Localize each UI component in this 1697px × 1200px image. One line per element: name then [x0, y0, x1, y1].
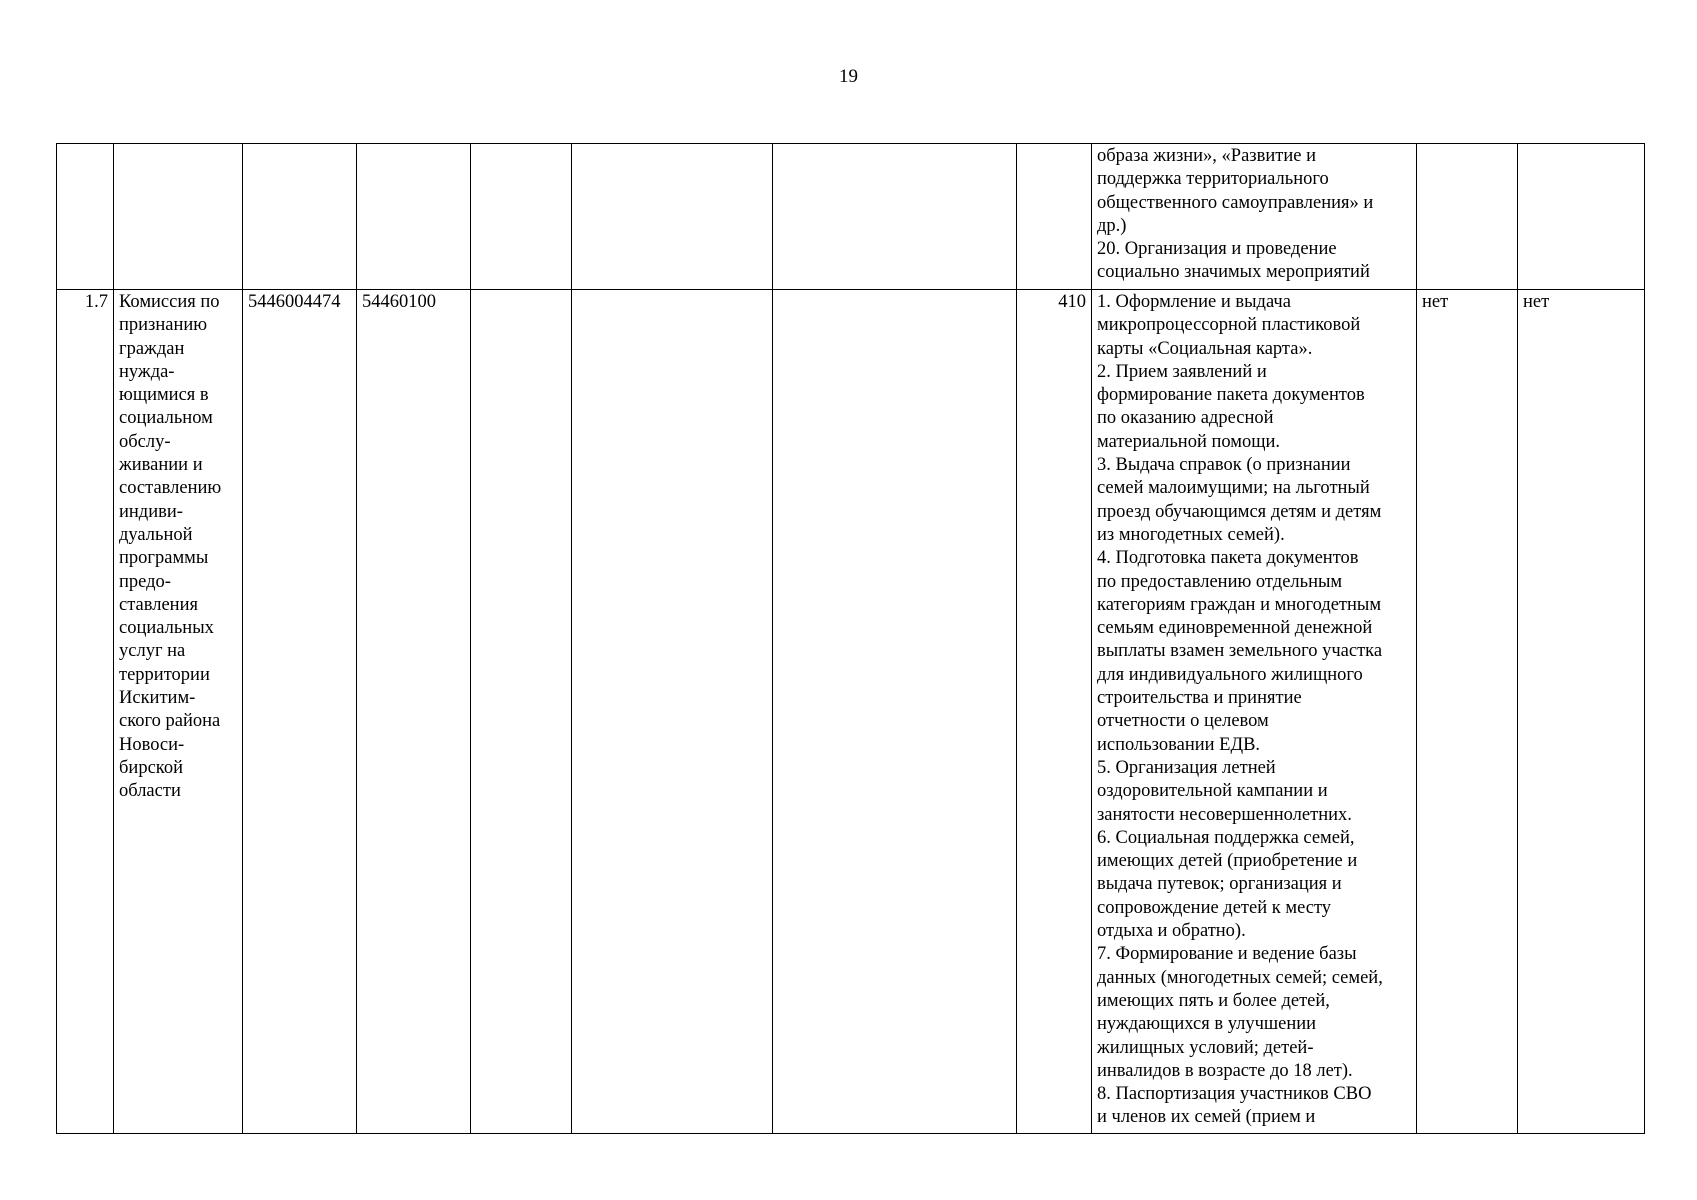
name-line: Комиссия по	[119, 292, 220, 312]
services-line: отчетности о целевом	[1097, 711, 1269, 732]
services-line: др.)	[1097, 215, 1127, 236]
name-line: нужда-	[119, 361, 175, 382]
cell-empty	[773, 144, 1017, 290]
services-line: по предоставлению отдельным	[1097, 571, 1343, 592]
services-line: образа жизни», «Развитие и	[1097, 146, 1316, 166]
services-line: строительства и принятие	[1097, 688, 1302, 709]
cell-empty	[471, 290, 572, 1134]
cell-empty	[773, 290, 1017, 1134]
name-line: бирской	[119, 757, 183, 778]
services-line: формирование пакета документов	[1097, 385, 1365, 406]
services-line: категориям граждан и многодетным	[1097, 594, 1382, 615]
services-line: данных (многодетных семей; семей,	[1097, 967, 1383, 988]
name-line: программы	[119, 548, 209, 569]
cell-organization-name	[114, 290, 243, 1134]
services-line: и членов их семей (прием и	[1097, 1107, 1316, 1128]
name-line: обслу-	[119, 431, 171, 452]
cell-empty	[572, 144, 773, 290]
table-row-1-7	[57, 290, 1645, 1134]
name-line: социальных	[119, 618, 214, 639]
cell-col12: нет	[1518, 290, 1645, 1134]
services-line: общественного самоуправления» и	[1097, 192, 1374, 213]
name-line: территории	[119, 664, 210, 685]
cell-empty	[1518, 144, 1645, 290]
services-line: семьям единовременной денежной	[1097, 618, 1373, 639]
name-line: социальном	[119, 408, 213, 429]
services-line: 8. Паспортизация участников СВО	[1097, 1084, 1372, 1105]
services-line: имеющих детей (приобретение и	[1097, 851, 1358, 872]
cell-services	[1092, 290, 1417, 1134]
cell-inn: 5446004474	[243, 290, 357, 1134]
cell-code: 54460100	[357, 290, 471, 1134]
name-line: ющимися в	[119, 385, 209, 406]
services-line: использовании ЕДВ.	[1097, 734, 1261, 755]
services-line: 3. Выдача справок (о признании	[1097, 455, 1351, 476]
name-line: живании и	[119, 455, 203, 476]
services-line: нуждающихся в улучшении	[1097, 1014, 1317, 1035]
cell-empty	[243, 144, 357, 290]
services-line: 7. Формирование и ведение базы	[1097, 944, 1357, 965]
name-line: составлению	[119, 478, 222, 499]
name-line: признанию	[119, 315, 208, 336]
services-line: 1. Оформление и выдача	[1097, 292, 1291, 312]
services-line: социально значимых мероприятий	[1097, 262, 1370, 283]
page-number: 19	[839, 66, 858, 87]
table-row-continuation	[57, 144, 1645, 290]
name-line: Новоси-	[119, 734, 185, 755]
services-line: из многодетных семей).	[1097, 524, 1285, 545]
name-line: граждан	[119, 338, 185, 359]
services-line: выплаты взамен земельного участка	[1097, 641, 1383, 662]
cell-empty	[114, 144, 243, 290]
services-line: выдача путевок; организация и	[1097, 874, 1342, 895]
services-line: 2. Прием заявлений и	[1097, 361, 1267, 382]
cell-row-number: 1.7	[57, 290, 114, 1134]
name-line: области	[119, 781, 181, 802]
cell-empty	[572, 290, 773, 1134]
services-line: 4. Подготовка пакета документов	[1097, 548, 1359, 569]
services-line: 5. Организация летней	[1097, 757, 1276, 778]
services-line: жилищных условий; детей-	[1097, 1037, 1314, 1058]
services-line: оздоровительной кампании и	[1097, 781, 1328, 802]
services-line: для индивидуального жилищного	[1097, 664, 1363, 685]
registry-table	[56, 143, 1645, 1134]
cell-count: 410	[1017, 290, 1092, 1134]
cell-empty	[1417, 144, 1518, 290]
cell-col11: нет	[1417, 290, 1518, 1134]
cell-services-continuation	[1092, 144, 1417, 290]
name-line: услуг на	[119, 641, 186, 662]
services-line: семей малоимущими; на льготный	[1097, 478, 1370, 499]
name-line: дуальной	[119, 524, 193, 545]
services-line: поддержка территориального	[1097, 169, 1329, 190]
name-line: индиви-	[119, 501, 183, 522]
services-line: карты «Социальная карта».	[1097, 338, 1313, 359]
services-line: имеющих пять и более детей,	[1097, 990, 1330, 1011]
services-line: 20. Организация и проведение	[1097, 239, 1337, 260]
services-line: материальной помощи.	[1097, 431, 1281, 452]
services-line: отдыха и обратно).	[1097, 921, 1246, 942]
cell-empty	[1017, 144, 1092, 290]
services-line: инвалидов в возрасте до 18 лет).	[1097, 1060, 1353, 1081]
services-line: проезд обучающимся детям и детям	[1097, 501, 1382, 522]
cell-empty	[471, 144, 572, 290]
services-line: 6. Социальная поддержка семей,	[1097, 827, 1355, 848]
services-line: сопровождение детей к месту	[1097, 897, 1332, 918]
services-line: по оказанию адресной	[1097, 408, 1274, 429]
name-line: Искитим-	[119, 688, 196, 709]
name-line: ского района	[119, 711, 221, 732]
name-line: ставления	[119, 594, 198, 615]
services-line: микропроцессорной пластиковой	[1097, 315, 1361, 336]
name-line: предо-	[119, 571, 171, 592]
cell-empty	[57, 144, 114, 290]
services-line: занятости несовершеннолетних.	[1097, 804, 1352, 825]
cell-empty	[357, 144, 471, 290]
